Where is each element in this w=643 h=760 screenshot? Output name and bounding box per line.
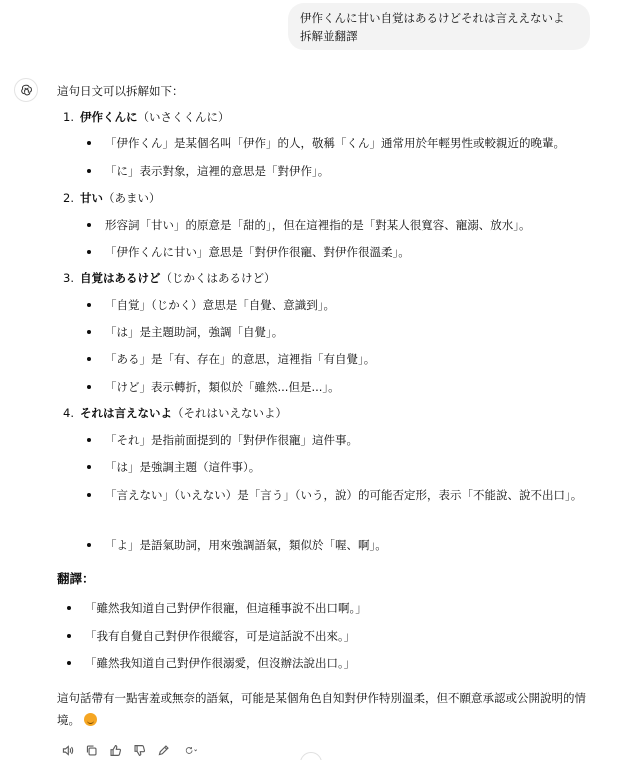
message-actions: [57, 742, 205, 758]
speaker-icon: [61, 744, 74, 757]
intro-text: 這句日文可以拆解如下：: [57, 84, 184, 98]
user-message-line-1: 伊作くんに甘い自覚はあるけどそれは言ええないよ: [300, 11, 565, 25]
regenerate-button[interactable]: [177, 742, 205, 758]
item-reading: （じかくはあるけど）: [160, 271, 276, 285]
item-number: 2.: [63, 191, 74, 205]
regenerate-icon: [185, 744, 198, 757]
bullet-item: 「伊作くん」是某個名叫「伊作」的人，敬稱「くん」通常用於年輕男性或較親近的晚輩。: [105, 132, 595, 154]
item-reading: （それはいえないよ）: [172, 406, 287, 420]
item-term: それは言えないよ: [80, 406, 172, 420]
edit-icon: [157, 744, 170, 757]
bullet-item: 「に」表示對象，這裡的意思是「對伊作」。: [105, 160, 595, 182]
assistant-message: [57, 82, 605, 727]
item-number: 3.: [63, 271, 74, 285]
bullet-item: 「それ」是指前面提到的「對伊作很寵」這件事。: [105, 429, 595, 451]
bullet-item: 「伊作くんに甘い」意思是「對伊作很寵、對伊作很溫柔」。: [105, 241, 595, 263]
bullet-item: 形容詞「甘い」的原意是「甜的」，但在這裡指的是「對某人很寬容、寵溺、放水」。: [105, 214, 595, 236]
smile-emoji-icon: [84, 713, 97, 726]
scroll-to-bottom-button[interactable]: [300, 752, 322, 760]
copy-icon: [85, 744, 98, 757]
bullet-item: 「は」是主題助詞，強調「自覺」。: [105, 321, 595, 343]
bullet-item: 「けど」表示轉折，類似於「雖然...但是...」。: [105, 376, 595, 398]
thumbs-down-icon: [133, 744, 146, 757]
item-number: 1.: [63, 110, 74, 124]
bullet-item: 「は」是強調主題（這件事）。: [105, 456, 595, 478]
item-reading: （あまい）: [103, 191, 161, 205]
item-reading: （いさくくんに）: [137, 110, 230, 124]
translation-item: 「雖然我知道自己對伊作很溺愛，但沒辦法說出口。」: [85, 653, 605, 673]
item-term: 甘い: [80, 191, 103, 205]
read-aloud-button[interactable]: [57, 742, 77, 758]
copy-button[interactable]: [81, 742, 101, 758]
item-term: 伊作くんに: [80, 110, 138, 124]
bullet-item: 「言えない」（いえない）是「言う」（いう，說）的可能否定形，表示「不能說、說不出口」。: [105, 484, 595, 506]
bad-response-button[interactable]: [129, 742, 149, 758]
item-term: 自覚はあるけど: [80, 271, 161, 285]
bullet-item: 「自覚」（じかく）意思是「自覺、意識到」。: [105, 294, 595, 316]
openai-logo-icon: [19, 83, 34, 98]
edit-canvas-button[interactable]: [153, 742, 173, 758]
item-number: 4.: [63, 406, 74, 420]
translation-heading: 翻譯：: [57, 571, 95, 586]
breakdown-item-3: [63, 269, 276, 287]
user-message-line-2: 拆解並翻譯: [300, 29, 358, 43]
translation-item: 「我有自覺自己對伊作很縱容，可是這話說不出來。」: [85, 626, 605, 646]
assistant-avatar: [14, 78, 38, 102]
closing-text: 這句話帶有一點害羞或無奈的語氣，可能是某個角色自知對伊作特別溫柔，但不願意承認或公開說明的情境。: [57, 691, 586, 727]
thumbs-up-icon: [109, 744, 122, 757]
breakdown-item-1: [63, 108, 230, 126]
bullet-item: 「ある」是「有、存在」的意思，這裡指「有自覺」。: [105, 348, 595, 370]
breakdown-item-2: [63, 189, 161, 207]
closing-paragraph: [57, 687, 605, 731]
breakdown-item-4: [63, 404, 287, 422]
translation-item: 「雖然我知道自己對伊作很寵，但這種事說不出口啊。」: [85, 598, 605, 618]
bullet-item: 「よ」是語氣助詞，用來強調語氣，類似於「喔、啊」。: [105, 534, 595, 556]
user-message-bubble: [288, 3, 590, 50]
good-response-button[interactable]: [105, 742, 125, 758]
